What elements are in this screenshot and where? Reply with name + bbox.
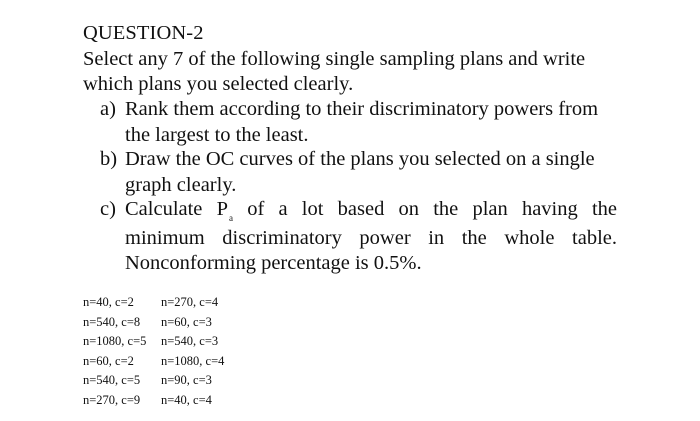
plan-row bbox=[83, 332, 224, 352]
plan-cell: n=270, c=4 bbox=[161, 295, 219, 309]
plan-row bbox=[83, 371, 224, 391]
subquestion-marker: c) bbox=[100, 198, 116, 220]
plan-cell: n=60, c=3 bbox=[161, 314, 212, 329]
question-intro bbox=[83, 47, 623, 96]
plan-cell: n=40, c=2 bbox=[83, 295, 134, 309]
question-title: QUESTION-2 bbox=[83, 22, 204, 44]
plan-cell: n=540, c=3 bbox=[161, 334, 219, 348]
subquestion-line: Nonconforming percentage is 0.5%. bbox=[125, 252, 422, 274]
subquestion-line: the largest to the least. bbox=[125, 123, 309, 146]
subquestion-text bbox=[125, 97, 617, 148]
subquestion-marker: a) bbox=[100, 98, 116, 120]
subquestion-line: graph clearly. bbox=[125, 173, 237, 196]
plan-row bbox=[83, 313, 224, 333]
intro-line: which plans you selected clearly. bbox=[83, 72, 354, 95]
subscript-a: a bbox=[229, 213, 234, 223]
intro-line: Select any 7 of the following single sampling plans and write bbox=[83, 48, 586, 70]
plan-row bbox=[83, 391, 224, 411]
calc-rest: of a lot based on the plan having the bbox=[247, 198, 618, 220]
subquestion-text bbox=[125, 147, 617, 198]
plan-row bbox=[83, 352, 224, 372]
subquestion-line: minimum discriminatory power in the whole table. bbox=[125, 226, 617, 249]
plan-cell: n=40, c=4 bbox=[161, 392, 212, 407]
subquestion-text bbox=[125, 197, 617, 277]
plan-cell: n=540, c=5 bbox=[83, 373, 141, 387]
subquestion-line: Draw the OC curves of the plans you selected on a single bbox=[125, 148, 595, 170]
plan-cell: n=90, c=3 bbox=[161, 373, 212, 387]
subquestion-line bbox=[125, 197, 617, 226]
subquestion-marker: b) bbox=[100, 148, 118, 170]
plan-cell: n=1080, c=5 bbox=[83, 334, 147, 348]
calc-word: Calculate P bbox=[125, 198, 229, 220]
subquestion-line: Rank them according to their discriminatory powers from bbox=[125, 98, 599, 120]
sampling-plans-table bbox=[83, 293, 224, 410]
plan-cell: n=60, c=2 bbox=[83, 353, 134, 368]
plan-cell: n=540, c=8 bbox=[83, 314, 141, 329]
plan-cell: n=1080, c=4 bbox=[161, 353, 225, 368]
plan-cell: n=270, c=9 bbox=[83, 392, 141, 407]
plan-row bbox=[83, 293, 224, 313]
